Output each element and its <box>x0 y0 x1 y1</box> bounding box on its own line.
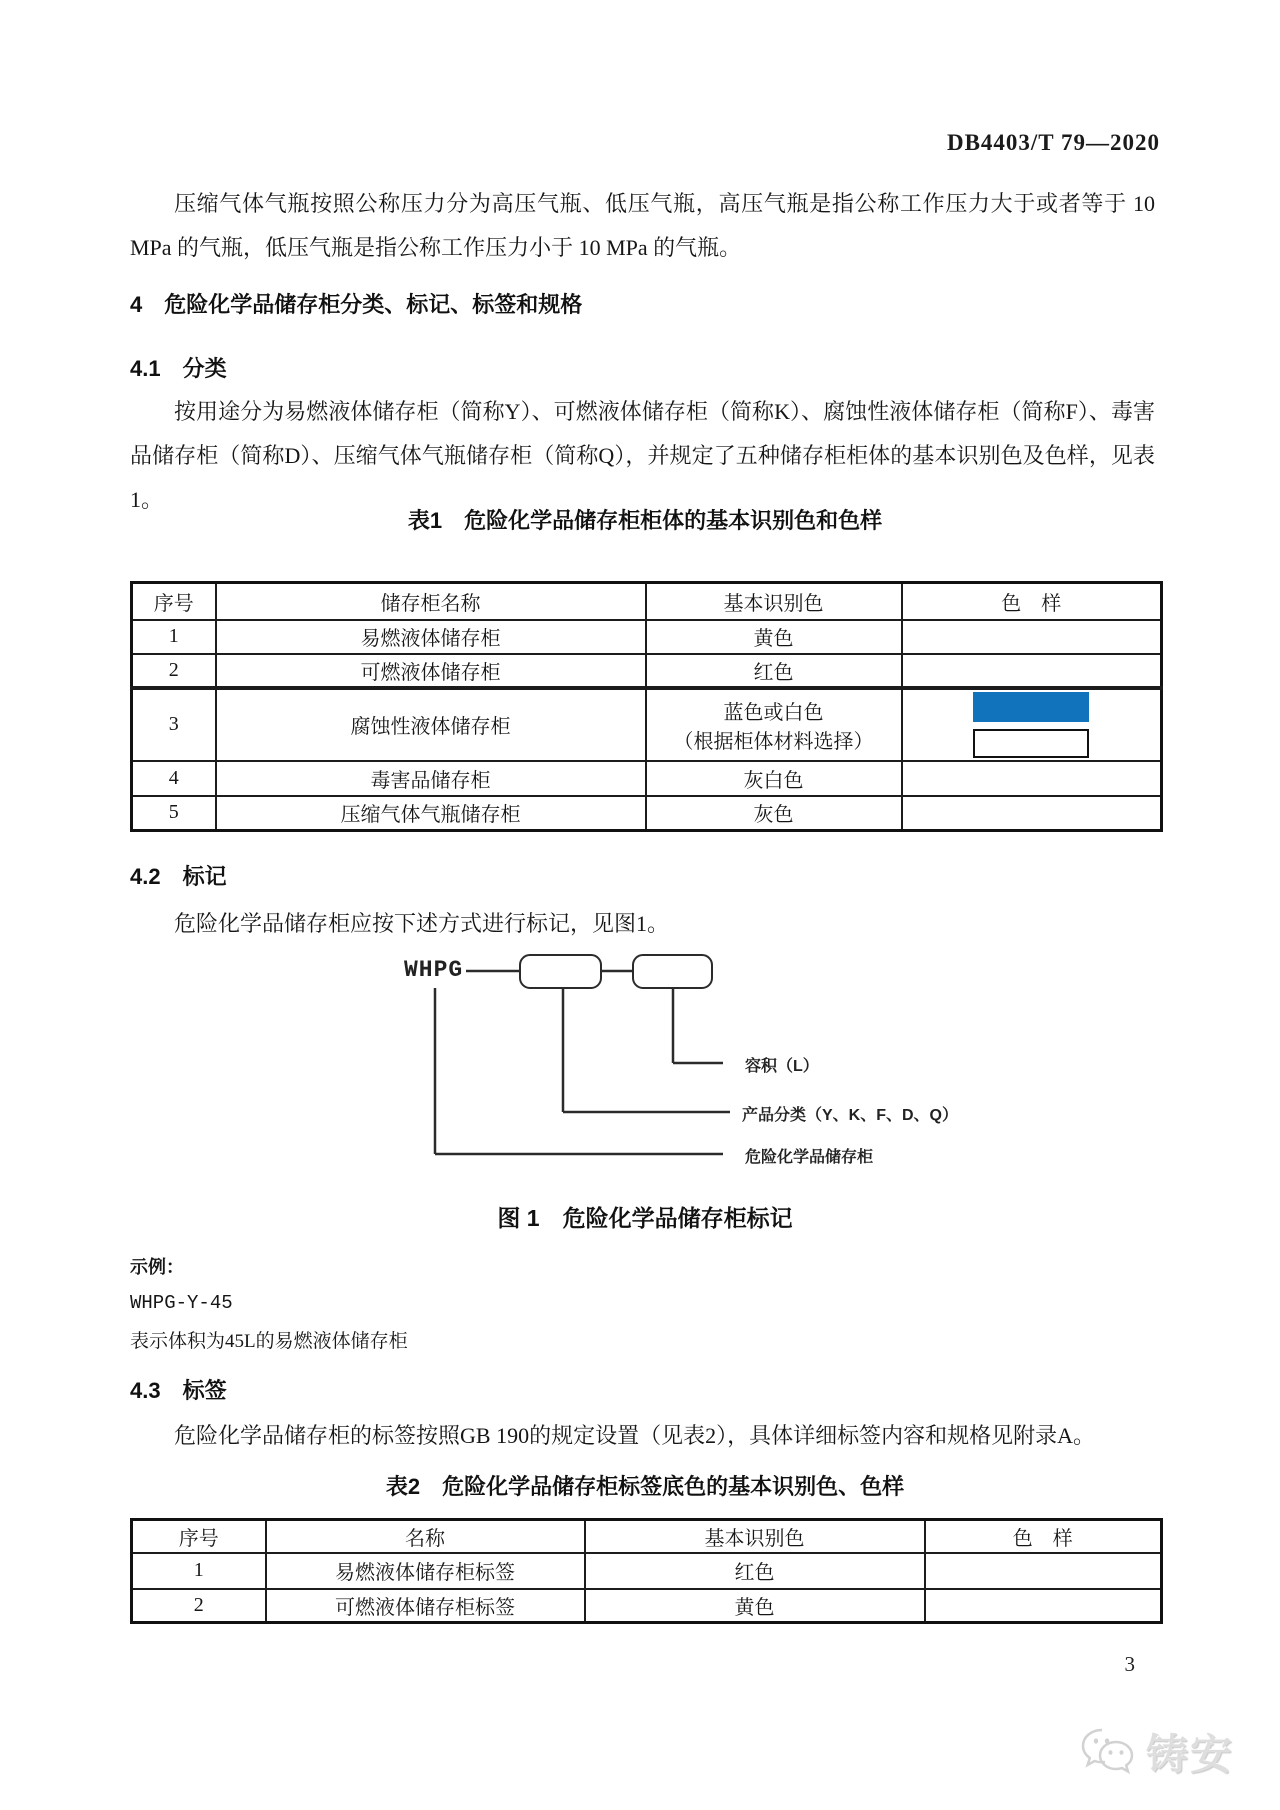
section-4-heading: 4 危险化学品储存柜分类、标记、标签和规格 <box>130 292 583 317</box>
table2-title: 表2 危险化学品储存柜标签底色的基本识别色、色样 <box>385 1474 905 1499</box>
table-row <box>132 620 1162 654</box>
row-swatch-cell <box>902 761 1162 796</box>
row-no: 2 <box>132 654 216 688</box>
row-no: 2 <box>132 1589 266 1623</box>
color-name-line1: 蓝色或白色 <box>723 701 824 724</box>
row-no: 1 <box>132 1553 266 1589</box>
table2-header-color: 基本识别色 <box>585 1520 925 1553</box>
document-number: DB4403/T 79—2020 <box>946 130 1160 155</box>
row-name: 易燃液体储存柜 <box>216 620 646 654</box>
row-swatch-cell <box>902 620 1162 654</box>
watermark-label: 铸安 <box>1146 1731 1235 1778</box>
row-swatch-cell <box>925 1553 1162 1589</box>
table-row <box>132 688 1162 761</box>
table-row <box>132 796 1162 831</box>
row-name: 可燃液体储存柜 <box>216 654 646 688</box>
intro-paragraph: 压缩气体气瓶按照公称压力分为高压气瓶、低压气瓶，高压气瓶是指公称工作压力大于或者等于 10 MPa 的气瓶，低压气瓶是指公称工作压力小于 10 MPa 的气瓶。 <box>130 191 1155 260</box>
section-4-3-body: 危险化学品储存柜的标签按照GB 190的规定设置（见表2），具体详细标签内容和规格见附录A。 <box>174 1423 1095 1448</box>
row-color-name: 红色 <box>585 1553 925 1589</box>
row-color-name <box>646 688 902 761</box>
row-no: 5 <box>132 796 216 831</box>
figure1-caption: 图 1 危险化学品储存柜标记 <box>497 1205 793 1231</box>
example-label: 示例： <box>130 1257 184 1277</box>
table-row <box>132 654 1162 688</box>
table1-header-name: 储存柜名称 <box>216 583 646 620</box>
row-no: 1 <box>132 620 216 654</box>
row-no: 3 <box>132 688 216 761</box>
row-name: 易燃液体储存柜标签 <box>266 1553 585 1589</box>
table1-header-row <box>132 583 1162 620</box>
table1 <box>130 581 1163 832</box>
row-name: 腐蚀性液体储存柜 <box>216 688 646 761</box>
table2 <box>130 1518 1163 1624</box>
section-4-2-heading: 4.2 标记 <box>130 864 227 889</box>
figure-label-category: 产品分类（Y、K、F、D、Q） <box>742 1107 959 1124</box>
example-code: WHPG-Y-45 <box>130 1292 233 1314</box>
row-name: 可燃液体储存柜标签 <box>266 1589 585 1623</box>
table1-title: 表1 危险化学品储存柜柜体的基本识别色和色样 <box>407 508 883 533</box>
section-4-1-body: 按用途分为易燃液体储存柜（简称Y）、可燃液体储存柜（简称K）、腐蚀性液体储存柜（简称F）、毒害品储存柜（简称D）、压缩气体气瓶储存柜（简称Q），并规定了五种储存柜柜体的基本识别色及色样，见表1。 <box>130 399 1155 512</box>
color-swatch-white <box>973 729 1089 758</box>
example-description: 表示体积为45L的易燃液体储存柜 <box>130 1331 408 1352</box>
table1-header-color: 基本识别色 <box>646 583 902 620</box>
watermark <box>1080 1722 1260 1782</box>
row-swatch-cell <box>902 654 1162 688</box>
row-color-name: 黄色 <box>646 620 902 654</box>
table-row <box>132 761 1162 796</box>
row-color-name: 黄色 <box>585 1589 925 1623</box>
figure-label-cabinet: 危险化学品储存柜 <box>745 1149 874 1166</box>
section-4-2-body: 危险化学品储存柜应按下述方式进行标记，见图1。 <box>174 911 670 936</box>
section-4-1-heading: 4.1 分类 <box>130 356 227 381</box>
row-swatch-cell <box>902 688 1162 761</box>
table2-header-row <box>132 1520 1162 1553</box>
table-row <box>132 1553 1162 1589</box>
row-color-name: 灰白色 <box>646 761 902 796</box>
row-no: 4 <box>132 761 216 796</box>
table1-header-no: 序号 <box>132 583 216 620</box>
table2-header-no: 序号 <box>132 1520 266 1553</box>
table1-header-sample: 色 样 <box>902 583 1162 620</box>
color-name-line2: （根据柜体材料选择） <box>673 730 874 753</box>
table2-header-sample: 色 样 <box>925 1520 1162 1553</box>
table-row <box>132 1589 1162 1623</box>
row-color-name: 红色 <box>646 654 902 688</box>
row-swatch-cell <box>902 796 1162 831</box>
marking-prefix: WHPG <box>404 957 464 983</box>
page-number: 3 <box>1124 1652 1135 1676</box>
color-swatch-blue <box>973 692 1089 722</box>
row-color-name: 灰色 <box>646 796 902 831</box>
chat-bubbles-icon <box>1080 1726 1138 1778</box>
row-name: 压缩气体气瓶储存柜 <box>216 796 646 831</box>
table2-header-name: 名称 <box>266 1520 585 1553</box>
section-4-3-heading: 4.3 标签 <box>130 1378 227 1403</box>
row-name: 毒害品储存柜 <box>216 761 646 796</box>
row-swatch-cell <box>925 1589 1162 1623</box>
figure-label-volume: 容积（L） <box>745 1058 819 1075</box>
